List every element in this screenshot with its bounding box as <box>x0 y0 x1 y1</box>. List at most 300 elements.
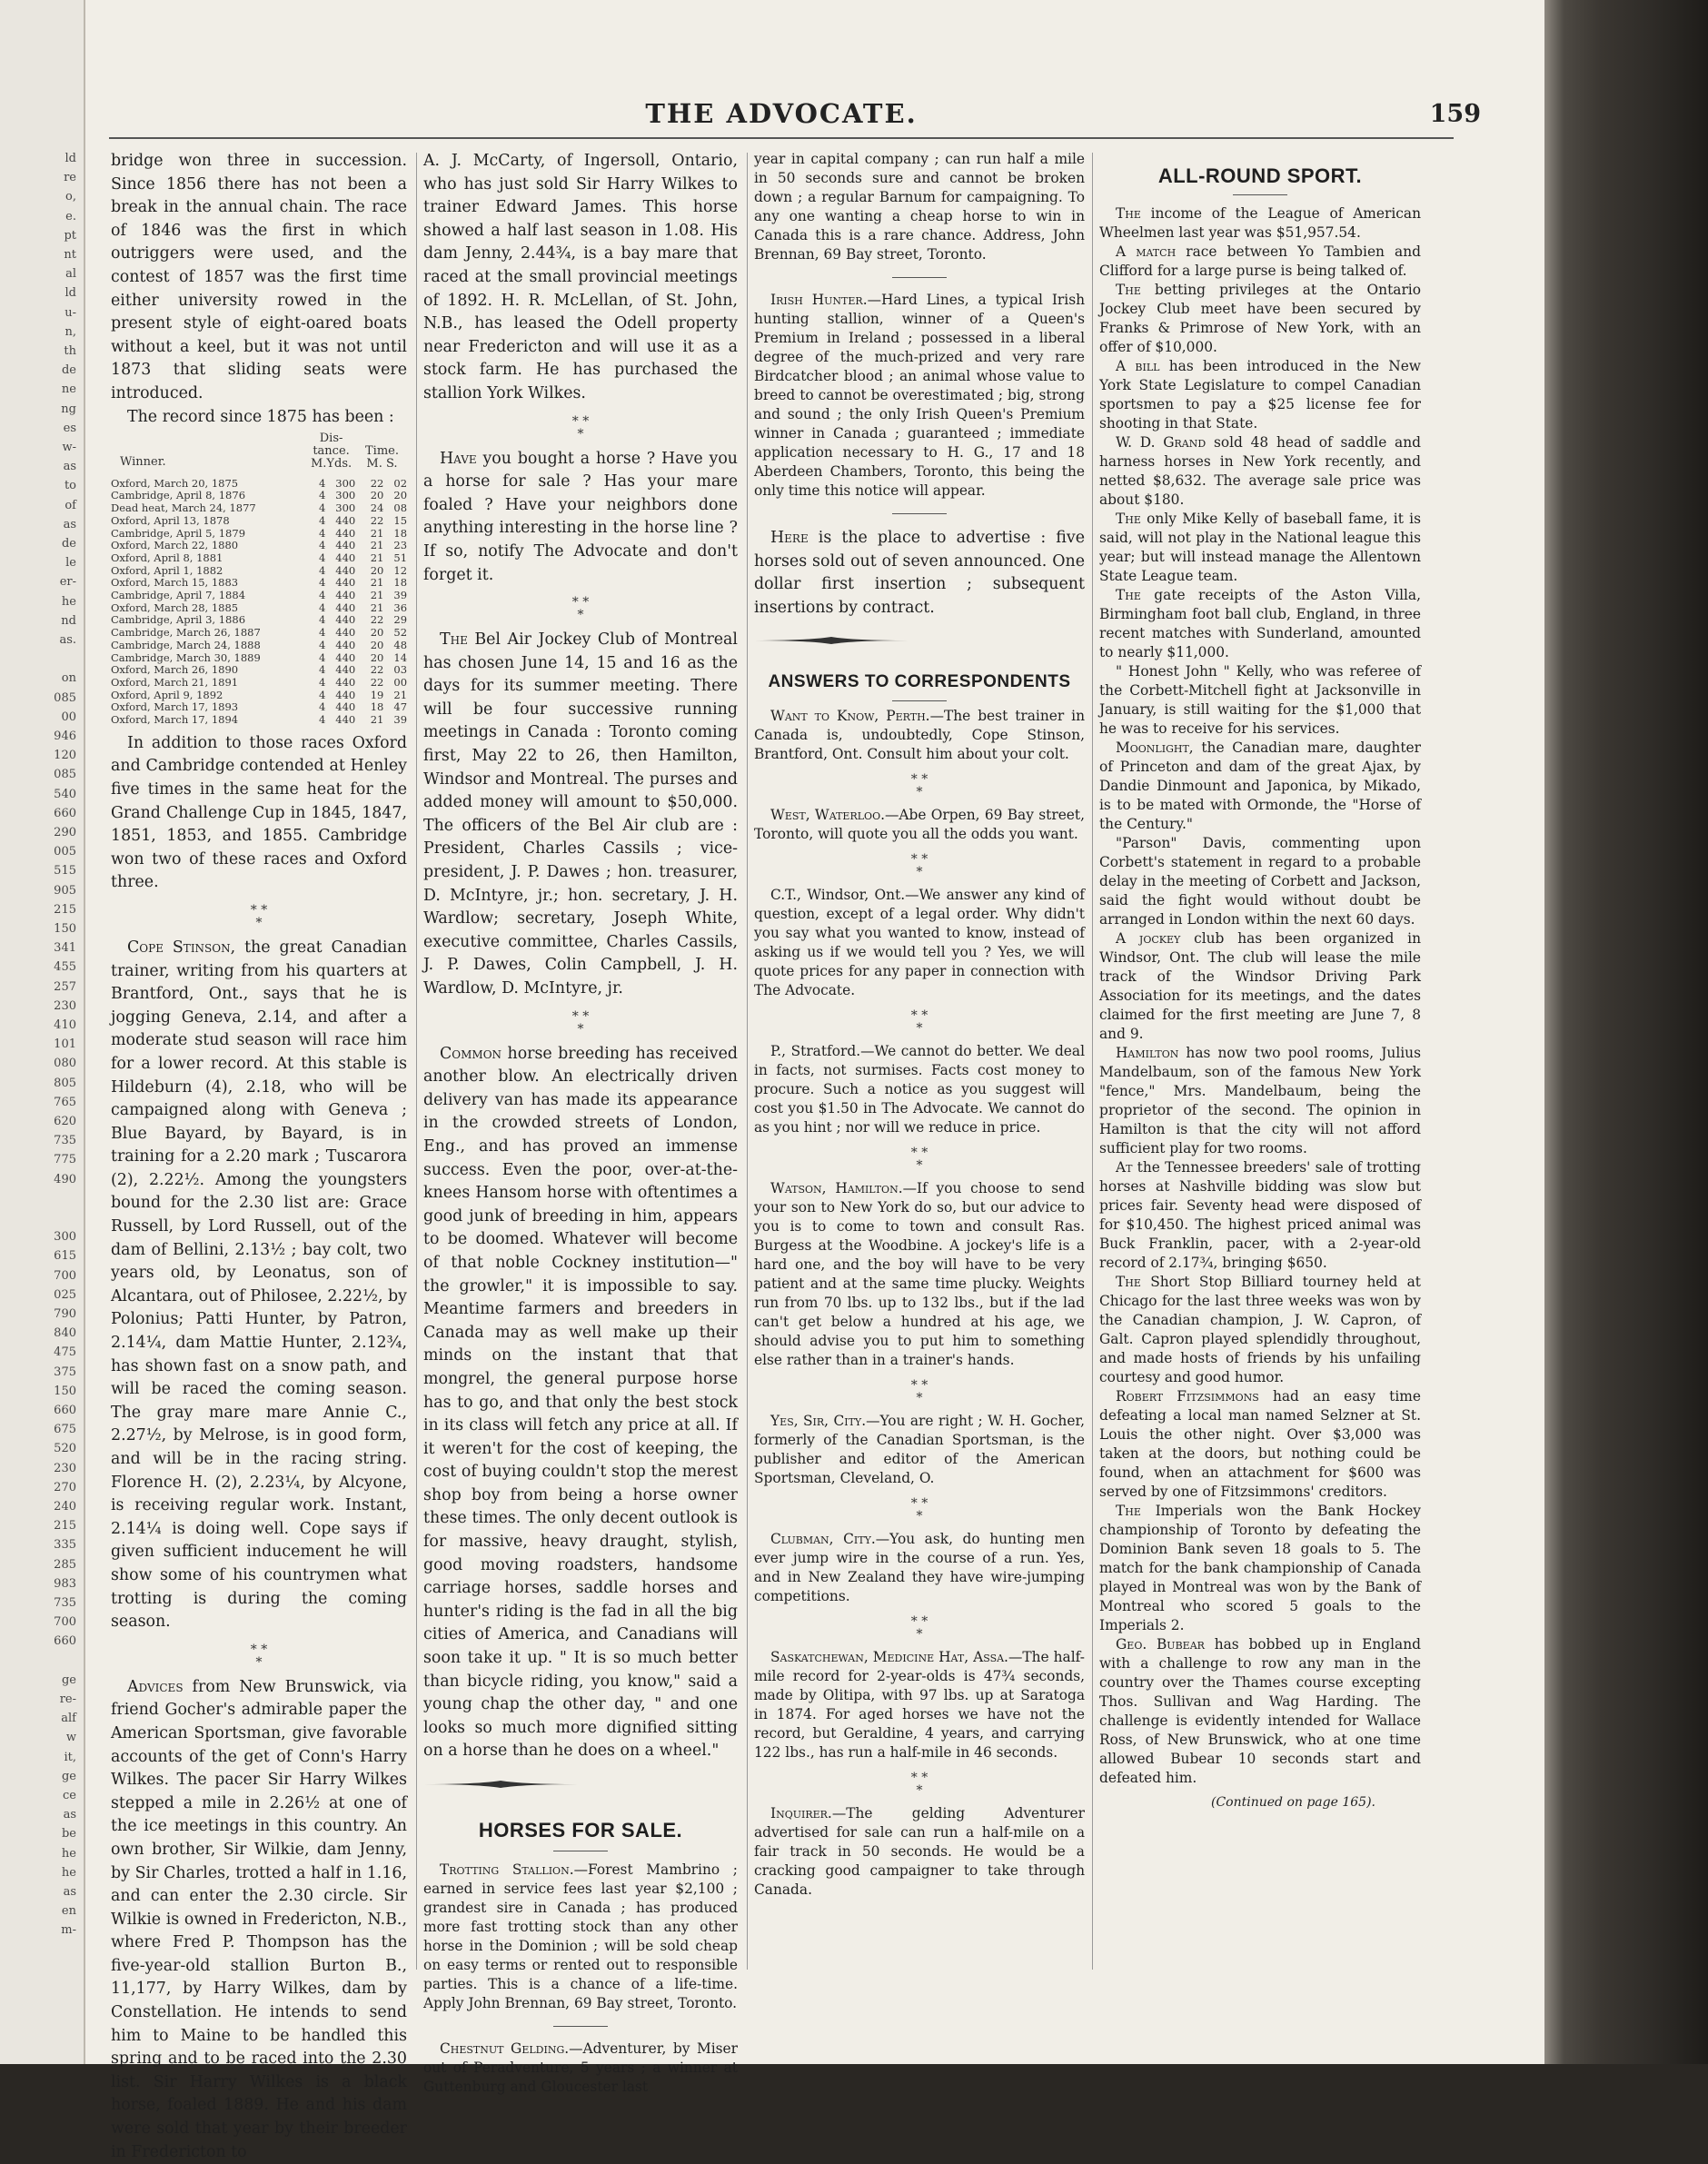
table-header <box>111 432 407 474</box>
edge-fragment: ld <box>65 152 76 165</box>
edge-fragment: al <box>65 267 76 282</box>
edge-fragment: 335 <box>54 1538 76 1553</box>
lead-in: Clubman, City. <box>770 1531 876 1548</box>
paragraph-text: had an easy time defeating a local man named Selzner at St. Louis the other night. Over $3,000 was taken at the doors, but nothing could be found, when an attachment for $600 was served by one of Fitzsimmons' creditors. <box>1099 1388 1421 1500</box>
edge-fragment: e. <box>65 209 76 223</box>
heading-rule <box>1233 194 1287 195</box>
paragraph <box>1099 510 1421 586</box>
paragraph <box>754 291 1085 501</box>
paragraph-text: —Abe Orpen, 69 Bay street, Toronto, will quote you all the odds you want. <box>754 807 1085 843</box>
lead-in: Hamilton <box>1116 1045 1179 1061</box>
lead-in: Robert Fitzsimmons <box>1116 1388 1259 1405</box>
edge-fragment: de <box>61 537 76 551</box>
edge-fragment: w <box>65 1731 76 1745</box>
table-cell: 21 <box>370 526 384 540</box>
table-cell: 4 <box>318 563 326 577</box>
paragraph-text: —The best trainer in Canada is, undoubtedly, Cope Stinson, Brantford, Ont. Consult him about your colt. <box>754 708 1085 763</box>
rule <box>892 277 947 278</box>
section-separator: * * * <box>910 1378 928 1406</box>
edge-fragment: 490 <box>54 1172 76 1186</box>
paragraph <box>754 1530 1085 1606</box>
edge-fragment: 675 <box>54 1423 76 1437</box>
paragraph <box>423 1861 738 2013</box>
column-3 <box>754 150 1085 1900</box>
lead-in: A jockey <box>1116 930 1181 947</box>
paragraph: " Honest John " Kelly, who was referee of the Corbett-Mitchell fight at Jacksonville in January, is still waiting for the $1,000 that he was to receive for his services. <box>1099 663 1421 737</box>
table-cell: 22 <box>370 675 384 689</box>
edge-fragment: 300 <box>54 1230 76 1245</box>
table-cell: 4 <box>318 713 326 727</box>
edge-fragment: n, <box>65 324 76 339</box>
table-cell: 4 <box>318 526 326 540</box>
paragraph <box>1099 243 1421 281</box>
table-cell: 4 <box>318 700 326 714</box>
paragraph-text: sold 48 head of saddle and harness horses in New York recently, and netted $8,632. The average sale price was about $180. <box>1099 434 1422 508</box>
edge-fragment: ge <box>61 1769 76 1783</box>
table-cell: 12 <box>393 563 408 577</box>
table-cell: 21 <box>370 713 384 727</box>
edge-fragment: ne <box>61 382 76 397</box>
lead-in: Watson, Hamilton. <box>770 1180 903 1197</box>
edge-fragment: nt <box>64 248 76 262</box>
edge-fragment: he <box>61 594 76 609</box>
paragraph-text: you bought a horse ? Have you a horse for sale ? Has your mare foaled ? Have your neighbors done anything interesting in the horse line ? If so, notify The Advocate and don't forget it. <box>423 449 738 584</box>
paragraph <box>754 1412 1085 1488</box>
col-header-time: Time. M. S. <box>364 444 399 472</box>
paragraph <box>754 1179 1085 1370</box>
paragraph-text: —Forest Mambrino ; earned in service fees last year $2,100 ; grandest sire in Canada ; has produced more fast trotting stock than any other horse in the Dominion ; will be sold cheap on easy terms or rented out to responsible parties. This is a chance of a life-time. Apply John Brennan, 69 Bay street, Toronto. <box>423 1861 738 2012</box>
edge-fragment: re- <box>59 1692 76 1706</box>
paragraph <box>754 527 1085 620</box>
edge-fragment: o, <box>65 190 76 204</box>
table-cell: Oxford, March 20, 1875 <box>111 477 239 490</box>
table-cell: 19 <box>370 688 384 701</box>
table-cell: 440 <box>335 638 356 651</box>
edge-fragment: 775 <box>54 1153 76 1167</box>
paragraph-text: from New Brunswick, via friend Gocher's admirable paper the American Sportsman, give favorable accounts of the get of Conn's Harry Wilkes. The pacer Sir Harry Wilkes stepped a mile in 2.26½ at one of the ice meetings in this country. An own brother, Sir Wilkie, dam Jenny, by Sir Charles, trotted a half in 1.16, and can enter the 2.30 circle. Sir Wilkie is owned in Fredericton, N.B., where Fred P. Thompson has the five-year-old stallion Burton B., 11,177, by Harry Wilkes, dam by Constellation. He intends to send him to Maine to be handled this spring and to be raced into the 2.30 list. Sir Harry Wilkes is a black horse, foaled 1889. He and his dam were sold that year by their breeder in Fredericton to <box>111 1677 407 2161</box>
edge-fragment: er- <box>59 575 76 590</box>
edge-fragment: 00 <box>61 710 76 724</box>
edge-fragment: ce <box>63 1789 76 1802</box>
edge-fragment: 620 <box>54 1115 76 1128</box>
table-cell: 21 <box>370 576 384 590</box>
table-cell: 22 <box>370 513 384 527</box>
page-number: 159 <box>1429 100 1481 128</box>
lead-in: Saskatchewan, Medicine Hat, Assa. <box>770 1649 1008 1666</box>
paragraph <box>1099 1502 1421 1635</box>
paragraph-text: gate receipts of the Aston Villa, Birmingham foot ball club, England, in three recent matches with Sunderland, amounted to nearly $11,000. <box>1099 587 1421 660</box>
paragraph <box>1099 281 1421 357</box>
edge-fragment: 805 <box>54 1076 76 1090</box>
table-cell: 24 <box>370 501 384 515</box>
edge-fragment: 905 <box>54 883 76 898</box>
edge-fragment: u- <box>65 305 76 320</box>
lead-in: Advices <box>127 1677 184 1696</box>
paragraph-text: Short Stop Billiard tourney held at Chicago for the last three weeks was won by the Canadian champion, J. W. Capron, of Galt. Capron played splendidly throughout, and made hosts of friends by his unfailing courtesy and good humor. <box>1099 1274 1421 1385</box>
table-cell: Oxford, March 17, 1894 <box>111 714 239 727</box>
table-cell: 22 <box>370 663 384 677</box>
lead-in: Have <box>440 449 477 468</box>
table-row <box>111 614 407 627</box>
edge-fragment: th <box>64 344 76 358</box>
edge-fragment: 790 <box>54 1307 76 1321</box>
lead-in: Cope Stinson <box>127 938 231 957</box>
edge-fragment: 005 <box>54 845 76 859</box>
edge-fragment: 410 <box>54 1018 76 1032</box>
lead-in: Irish Hunter. <box>770 292 868 308</box>
edge-fragment: 270 <box>54 1480 76 1494</box>
table-cell: 4 <box>318 663 326 677</box>
section-separator: * * * <box>571 595 590 623</box>
edge-fragment: ld <box>65 286 76 301</box>
paragraph-text: —The half-mile record for 2-year-olds is 47¾ seconds, made by Olitipa, with 97 lbs. up at Saratoga in 1874. For aged horses we have not the record, but Geraldine, 4 years, and carrying 122 lbs., has run a half-mile in 46 seconds. <box>754 1649 1085 1762</box>
paragraph <box>1099 929 1421 1044</box>
lead-in: The <box>1116 1503 1141 1519</box>
table-cell: Oxford, April 9, 1892 <box>111 689 223 701</box>
book-binding <box>1544 0 1708 2064</box>
paragraph-text: Imperials won the Bank Hockey championship of Toronto by defeating the Dominion Bank seven 18 goals to 5. The match for the bank championship of Canada played in Montreal was won by the Bank of Montreal who scored 5 goals to the Imperials 2. <box>1099 1503 1421 1633</box>
lead-in: West, Waterloo. <box>770 807 885 824</box>
table-cell: 440 <box>335 601 356 614</box>
edge-fragment: as <box>63 1885 76 1899</box>
paragraph-text: betting privileges at the Ontario Jockey Club meet have been secured by Franks & Primrose of New York, with an offer of $10,000. <box>1099 282 1421 355</box>
edge-fragment: 150 <box>54 922 76 936</box>
edge-fragment: es <box>63 421 76 435</box>
paragraph <box>1099 1273 1421 1387</box>
edge-fragment: it, <box>64 1750 76 1764</box>
column-divider <box>416 153 417 1970</box>
edge-fragment: as <box>63 517 76 531</box>
edge-fragment: 341 <box>54 941 76 956</box>
lead-in: The <box>1116 205 1141 222</box>
paragraph <box>754 1804 1085 1900</box>
table-cell: 4 <box>318 675 326 689</box>
edge-fragment: 615 <box>54 1249 76 1264</box>
table-cell: 4 <box>318 638 326 651</box>
paragraph-text: has now two pool rooms, Julius Mandelbaum, son of the famous New York "fence," Mrs. Mandelbaum, being the proprietor of the second. The opinion in Hamilton is that the city will not afford sufficient play for two rooms. <box>1099 1045 1421 1156</box>
table-cell: Oxford, March 17, 1893 <box>111 701 239 714</box>
table-cell: 440 <box>335 513 356 527</box>
edge-fragment: 455 <box>54 960 76 975</box>
table-cell: 36 <box>393 601 408 614</box>
edge-fragment: 540 <box>54 787 76 801</box>
column-divider <box>1092 153 1093 1970</box>
table-cell: 20 <box>393 489 408 502</box>
edge-fragment: 230 <box>54 998 76 1013</box>
table-cell: 15 <box>393 513 408 527</box>
edge-fragment: be <box>61 1827 76 1841</box>
section-separator: * * * <box>910 1146 928 1174</box>
table-cell: 440 <box>335 613 356 627</box>
edge-fragment: 120 <box>54 749 76 763</box>
table-row <box>111 590 407 602</box>
table-cell: Cambridge, April 7, 1884 <box>111 590 246 602</box>
table-row <box>111 690 407 702</box>
table-cell: 4 <box>318 551 326 564</box>
table-cell: 20 <box>370 638 384 651</box>
column-2 <box>423 150 738 2097</box>
edge-fragment: re <box>64 171 76 185</box>
table-cell: 440 <box>335 663 356 677</box>
table-cell: 51 <box>393 551 408 564</box>
edge-fragment: 215 <box>54 1519 76 1534</box>
table-row <box>111 540 407 552</box>
edge-fragment: 946 <box>54 730 76 743</box>
table-cell: 300 <box>335 501 356 515</box>
paragraph-text: —Adventurer, by Miser out of Peradventure, 5 years ; a winner at Guttenburg and Gloucester last <box>423 2040 738 2096</box>
section-separator: * * * <box>910 1008 928 1037</box>
rule <box>553 2026 608 2027</box>
edge-fragment: nd <box>61 613 76 628</box>
table-cell: 4 <box>318 513 326 527</box>
edge-fragment: 515 <box>54 864 76 879</box>
table-cell: 440 <box>335 539 356 552</box>
table-cell: 4 <box>318 613 326 627</box>
lead-in: W. D. Grand <box>1116 434 1207 451</box>
edge-fragment: 660 <box>54 1634 76 1649</box>
paragraph: P., Stratford.—We cannot do better. We deal in facts, not surmises. Facts cost money to procure. Such a notice as you suggest will cost you $1.50 in The Advocate. We cannot do as you hint ; nor will we reduce in price. <box>754 1043 1085 1137</box>
edge-fragment: 765 <box>54 1095 76 1109</box>
edge-fragment: 215 <box>54 902 76 917</box>
edge-fragment: 230 <box>54 1461 76 1475</box>
table-cell: 440 <box>335 589 356 602</box>
table-cell: 440 <box>335 688 356 701</box>
paragraph <box>1099 433 1421 510</box>
paragraph <box>1099 586 1421 662</box>
table-row <box>111 528 407 541</box>
table-cell: 440 <box>335 700 356 714</box>
section-separator: * * * <box>571 413 590 442</box>
table-cell: 47 <box>393 700 408 714</box>
table-cell: 4 <box>318 501 326 515</box>
table-cell: 20 <box>370 489 384 502</box>
edge-fragment: to <box>64 479 76 493</box>
table-row <box>111 677 407 690</box>
edge-fragment: 085 <box>54 768 76 782</box>
paragraph: The record since 1875 has been : <box>127 407 394 426</box>
col-header-distance: Dis- tance. M.Yds. <box>310 432 353 472</box>
paragraph-text: is the place to advertise : five horses sold out of seven announced. One dollar first insertion ; subsequent insertions by contract. <box>754 529 1085 617</box>
table-cell: 4 <box>318 688 326 701</box>
ornament-rule <box>423 1780 578 1789</box>
lead-in: Moonlight <box>1116 740 1189 756</box>
paragraph <box>1099 1387 1421 1502</box>
table-cell: 21 <box>370 601 384 614</box>
edge-fragment: on <box>61 671 76 686</box>
edge-fragment: of <box>65 498 76 512</box>
edge-fragment: m- <box>61 1923 76 1938</box>
table-cell: 21 <box>370 589 384 602</box>
ornament-rule <box>754 636 909 645</box>
edge-fragment: 840 <box>54 1326 76 1341</box>
table-cell: Oxford, March 21, 1891 <box>111 676 239 689</box>
paragraph <box>423 448 738 588</box>
edge-fragment: 700 <box>54 1268 76 1283</box>
table-cell: Oxford, April 8, 1881 <box>111 551 223 564</box>
running-title: THE ADVOCATE. <box>645 98 918 129</box>
lead-in: A bill <box>1116 358 1160 374</box>
section-separator: * * * <box>910 1771 928 1799</box>
paragraph <box>754 707 1085 764</box>
paragraph <box>1099 204 1421 243</box>
edge-fragment: 150 <box>54 1384 76 1398</box>
edge-fragment: 660 <box>54 1404 76 1417</box>
table-cell: Oxford, March 26, 1890 <box>111 664 239 677</box>
table-cell: 52 <box>393 626 408 640</box>
table-cell: 03 <box>393 663 408 677</box>
table-cell: 4 <box>318 601 326 614</box>
paragraph-text: race between Yo Tambien and Clifford for a large purse is being talked of. <box>1099 243 1421 279</box>
edge-fragment: 735 <box>54 1134 76 1148</box>
table-row <box>111 515 407 528</box>
adjacent-page-edge <box>0 0 85 2064</box>
table-cell: Oxford, March 15, 1883 <box>111 577 239 590</box>
lead-in: The <box>1116 587 1141 603</box>
table-row <box>111 627 407 640</box>
edge-fragment: as. <box>59 633 76 647</box>
table-cell: 4 <box>318 650 326 664</box>
section-separator: * * * <box>250 1642 268 1670</box>
table-cell: Cambridge, March 30, 1889 <box>111 651 261 664</box>
edge-fragment: 085 <box>54 690 76 705</box>
table-cell: 21 <box>370 551 384 564</box>
table-row <box>111 490 407 502</box>
edge-fragment: 735 <box>54 1596 76 1610</box>
table-cell: 39 <box>393 589 408 602</box>
table-cell: 440 <box>335 675 356 689</box>
edge-fragment: 983 <box>54 1576 76 1591</box>
paragraph-text: —You ask, do hunting men ever jump wire in the course of a run. Yes, and in New Zealand they have wire-jumping competitions. <box>754 1531 1086 1605</box>
table-cell: Oxford, April 1, 1882 <box>111 564 223 577</box>
table-row <box>111 602 407 615</box>
section-heading: HORSES FOR SALE. <box>478 1818 683 1841</box>
lead-in: Here <box>770 529 809 547</box>
table-cell: 29 <box>393 613 408 627</box>
table-cell: 440 <box>335 626 356 640</box>
table-cell: 20 <box>370 563 384 577</box>
paragraph-text: Bel Air Jockey Club of Montreal has chosen June 14, 15 and 16 as the days for its summer meeting. There will be four successive running meetings in Canada : Toronto coming first, May 22 to 26, then Hamilton, Windsor and Montreal. The purses and added money will amount to $50,000. The officers of the Bel Air club are : President, Charles Cassils ; vice-president, J. P. Dawes ; hon. treasurer, D. McIntyre, jr.; hon. secretary, J. H. Wardlow; secretary, Joseph White, executive committee, Charles Cassils, J. P. Dawes, Colin Campbell, J. H. Wardlow, D. McIntyre, jr. <box>423 630 738 998</box>
edge-fragment: 700 <box>54 1615 76 1630</box>
paragraph-text: , the Canadian mare, daughter of Princeton and dam of the great Ajax, by Dandie Dinmount and Japonica, by Mikado, is to be mated with Ormonde, the "Horse of the Century." <box>1099 740 1421 832</box>
section-separator: * * * <box>571 1008 590 1037</box>
edge-fragment: 240 <box>54 1500 76 1514</box>
table-row <box>111 577 407 590</box>
col-header-winner: Winner. <box>120 455 166 470</box>
paragraph: C.T., Windsor, Ont.—We answer any kind of question, except of a legal order. Why didn't you say what you wanted to know, instead of asking us if we would tell you ? Yes, we will quote prices for any paper in connection with The Advocate. <box>754 887 1085 999</box>
column-1 <box>111 150 407 2164</box>
section-separator: * * * <box>910 852 928 880</box>
table-row <box>111 640 407 652</box>
paragraph <box>754 1648 1085 1762</box>
paragraph: In addition to those races Oxford and Cambridge contended at Henley five times in the same heat for the Grand Challenge Cup in 1845, 1847, 1851, 1853, and 1855. Cambridge won two of these races and Oxford three. <box>111 733 407 892</box>
section-heading: ALL-ROUND SPORT. <box>1157 164 1363 187</box>
table-cell: 18 <box>370 700 384 714</box>
column-4-body <box>1099 204 1421 1788</box>
table-cell: 440 <box>335 713 356 727</box>
table-cell: 4 <box>318 589 326 602</box>
table-cell: 20 <box>370 626 384 640</box>
table-cell: 440 <box>335 551 356 564</box>
table-cell: 23 <box>393 539 408 552</box>
paragraph-text: —If you choose to send your son to New York do so, but our advice to you is to come to town and consult Ras. Burgess at the Woodbine. A jockey's life is a hard one, and the boy will have to be very patient and at the same time plucky. Weights run from 70 lbs. up to 132 lbs., but if the lad can't get below a hundred at his age, we should advise you to put him to something else rather than in a trainer's hands. <box>754 1180 1085 1369</box>
table-row <box>111 714 407 727</box>
table-row <box>111 701 407 714</box>
edge-fragment: 285 <box>54 1557 76 1572</box>
lead-in: A match <box>1116 243 1177 260</box>
paragraph: "Parson" Davis, commenting upon Corbett's statement in regard to a probable delay in the meeting of Corbett and Jackson, said the fight would without doubt be arranged in London within the next 60 days. <box>1099 835 1421 928</box>
paragraph-text: income of the League of American Wheelmen last year was $51,957.54. <box>1099 205 1421 241</box>
paragraph-text: —Hard Lines, a typical Irish hunting stallion, winner of a Queen's Premium in Ireland ; possessed in a liberal degree of the much-prized and very rare Birdcatcher blood ; an animal whose value to breed to cannot be overestimated ; big, strong and sound ; the only Irish Queen's Premium winner in Canada ; guaranteed ; immediate application necessary to H. G., 17 and 18 Aberdeen Chambers, Toronto, this being the only time this notice will appear. <box>754 292 1086 499</box>
edge-fragment: 375 <box>54 1365 76 1379</box>
table-cell: 4 <box>318 626 326 640</box>
table-cell: 08 <box>393 501 408 515</box>
table-row <box>111 502 407 515</box>
lead-in: The <box>1116 511 1141 527</box>
paragraph <box>111 937 407 1634</box>
table-cell: Oxford, March 22, 1880 <box>111 540 239 552</box>
section-separator: * * * <box>910 1614 928 1643</box>
edge-fragment: de <box>61 363 76 378</box>
section-heading: ANSWERS TO CORRESPONDENTS <box>768 672 1071 692</box>
table-cell: 39 <box>393 713 408 727</box>
lead-in: Chestnut Gelding. <box>440 2040 570 2058</box>
table-cell: 4 <box>318 576 326 590</box>
lead-in: The <box>440 630 468 650</box>
table-cell: 22 <box>370 476 384 490</box>
continued-note: (Continued on page 165). <box>1211 1795 1375 1810</box>
edge-fragment: en <box>61 1904 76 1919</box>
paragraph-text: club has been organized in Windsor, Ont. The club will lease the mile track of the Windsor Driving Park Association for its meetings, and the dates claimed for the first meeting are June 7, 8 and 9. <box>1099 930 1421 1042</box>
lead-in: Want to Know, Perth. <box>770 708 930 725</box>
edge-fragment: alf <box>61 1712 76 1726</box>
heading-rule <box>892 700 947 701</box>
paragraph-text: has been introduced in the New York State Legislature to compel Canadian sportsmen to pay a $25 license fee for shooting in that State. <box>1099 358 1421 432</box>
table-cell: 18 <box>393 576 408 590</box>
table-cell: 440 <box>335 576 356 590</box>
table-cell: 440 <box>335 563 356 577</box>
paragraph-text: only Mike Kelly of baseball fame, it is said, will not play in the National league this year; but will instead manage the Allentown State League team. <box>1099 511 1421 584</box>
paragraph-text: , the great Canadian trainer, writing from his quarters at Brantford, Ont., says that he is jogging Geneva, 2.14, and after a moderate stud season will race him for a lower record. At this stable is Hildeburn (4), 2.18, who will be campaigned along with Geneva ; Blue Bayard, by Bayard, is in training for a 2.20 mark ; Tuscarora (2), 2.22½. Among the youngsters bound for the 2.30 list are: Grace Russell, by Lord Russell, out of the dam of Bellini, 2.13½ ; bay colt, two years old, by Leonatus, son of Alcantara, out of Philosee, 2.22½, by Polonius; Patti Hunter, by Patron, 2.14¼, dam Mattie Hunter, 2.12¾, has shown fast on a snow path, and will be raced the coming season. The gray mare mare Annie C., 2.27½, by Melrose, is in good form, and will be in the racing string. Florence H. (2), 2.23¼, by Alcyone, is receiving regular work. Instant, 2.14¼ is doing well. Cope says if given sufficient inducement he will show some of his countrymen what trotting is during the coming season. <box>111 938 407 1632</box>
section-separator: * * * <box>910 1496 928 1524</box>
paragraph: bridge won three in succession. Since 1856 there has not been a break in the annual chain. The race of 1846 was the first in which outriggers were used, and the contest of 1857 was the first time either university rowed in the present style of eight-oared boats without a keel, but it was not until 1873 that sliding seats were introduced. <box>111 152 407 402</box>
paragraph <box>1099 1158 1421 1273</box>
table-cell: 22 <box>370 613 384 627</box>
section-separator: * * * <box>250 902 268 930</box>
paragraph-text: —You are right ; W. H. Gocher, formerly of the Canadian Sportsman, is the publisher and editor of the American Sportsman, Cleveland, O. <box>754 1413 1086 1487</box>
lead-in: Common <box>440 1044 502 1063</box>
table-cell: Cambridge, April 3, 1886 <box>111 614 246 627</box>
table-cell: 4 <box>318 489 326 502</box>
table-cell: 4 <box>318 476 326 490</box>
table-cell: Cambridge, March 24, 1888 <box>111 639 261 651</box>
paragraph <box>1099 357 1421 433</box>
header-rule <box>109 137 1454 139</box>
table-cell: 00 <box>393 675 408 689</box>
edge-fragment: 290 <box>54 826 76 839</box>
edge-fragment: as <box>63 1808 76 1822</box>
paragraph <box>1099 1044 1421 1158</box>
paragraph <box>754 806 1085 844</box>
edge-fragment: 257 <box>54 979 76 994</box>
edge-fragment: ng <box>61 402 76 416</box>
table-cell: Dead heat, March 24, 1877 <box>111 502 256 515</box>
lead-in: The <box>1116 282 1141 298</box>
edge-fragment: he <box>61 1846 76 1861</box>
table-cell: 14 <box>393 650 408 664</box>
paragraph <box>1099 1635 1421 1788</box>
boat-race-table <box>111 432 407 727</box>
table-cell: Oxford, March 28, 1885 <box>111 601 239 614</box>
